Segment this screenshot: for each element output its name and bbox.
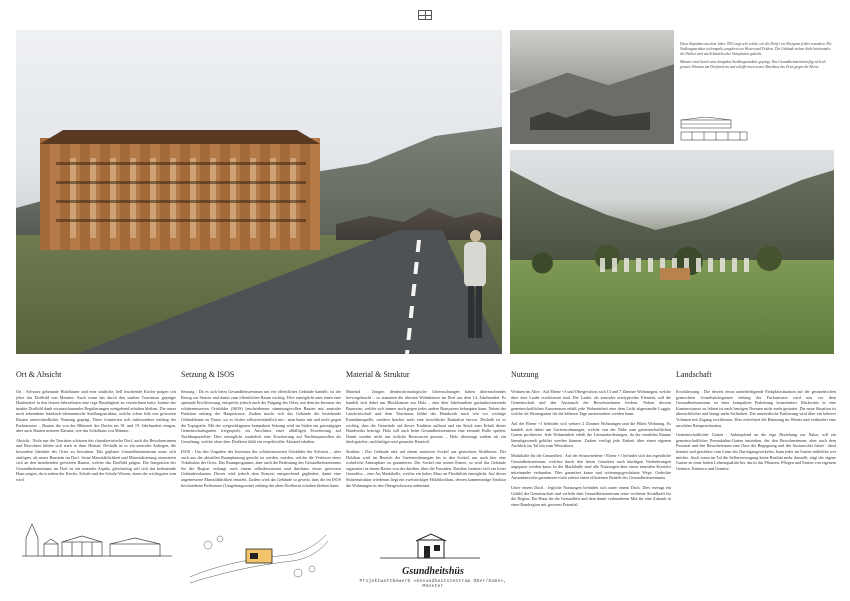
column-title: Ort & Absicht [16,370,62,379]
village-section-sketch [22,520,172,560]
historic-note-p1: Diese Aufnahme aus dem Jahre 1953 zeigt sehr schön, wie die Dörfer im Obergoms früher aussahen. Die Siedlungsstruktur ist kompakt, umgeben von Wiesen und Feldern. Die Gebäude stehen dicht beieinander, die Dächer sind mit Schindeln oder Steinplatten gedeckt. [680,42,832,56]
column-material-struktur [346,370,506,492]
column-paragraph: Markthalle für die Gesundheit : Auf der Strassenebene / Ebene +1 befindet sich das eigentliche Gesundheitszentrum, welches durch den freien Grundriss auch künftigen Veränderungen angepasst werden kann. In der Markthalle sind alle Nutzungen über einen zentralen Korridor miteinander verbunden. Dies garantiert kurze und witterungsgeschützte Wege. Gedeckte Aussenbereiche garantieren nicht zuletzt einen effizienten Betrieb des Gesundheitszentrums. [511,452,671,481]
column-paragraph: Ort : Schwarz gebrannte Holzhäuser und eine stattliche, hell leuchtende Kirche prägen seit jeher das Dorfbild von Münster. Auch wenn das durch den sanften Tourismus geprägte Haufendorf in den letzten Jahrzehnten eine rege Bautätigkeit zu verzeichnen hatte, konnte das intakte Dorfbild dank vorausschauender Regulierungen weitgehend erhalten bleiben. Die unzer noch erkennbare fränkisch-alemannische Siedlungsstruktur, welche schon früh von grösseren Bauten unterschiedlicher Nutzung geprägt, Diese formierten sich insbesondere entlang der Furkastrasse – Bauten die von der Blütezeit des Dorfes im 18. und 19. Jahrhundert zeugen, aber auch Bauten neueren Datums, wie das Schulhaus von Münster. [16,389,176,434]
column-paragraph: Absicht : Nicht nur die Touristen schätzen das charakteristische Dorf, auch die Bewohnerinnen und Bewohner fühlen sich stark in ihrer Heimat. Deshalb ist es ein zentrales Anliegen, die besondere Identität des Ortes zu bewahren. Das geplante Gesundheitszentrum muss sich einfügen, als neuer Baustein im Dorf. Seine Massstäblichkeit und Materialisierung orientieren sich an den bestehenden grösseren Bauten, welche das Dorfbild prägen. Die Integration des Gesundheitszentrums im Dorf ist ein zentraler Aspekt, gleichzeitig soll sich das bedeutende Haus zeigen, da es neben der Kirche, Schule und der Schule-Wissen, einen der wichtigsten sein wird. [16,437,176,482]
column-paragraph: Struktur : Das Gebäude ruht auf einem massiven Sockel aus gestockten Sichtbeton. Der Holzbau wird im Bereich der Gartenwohnungen bis in den Sockel, um auch hier eine wohnliche Atmosphäre zu garantieren. Der Sockel mit seinen Entree, so wird das Gebäude organisiert in einem Raster von der darüber, über die Fassaden. Darüber formiert sich ein freier Grundriss – eine Art Markthalle, welche ein hohes Mass an Flexibilität ermöglicht. Auf dieser Stützenstruktur wiederum liegt ein zweistöckiger Holzblockbau, dessen kammerartige Struktur die Wohnungen in den Obergeschossen aufnimmt. [346,448,506,488]
walking-person [462,230,488,340]
column-ort-absicht [16,370,176,487]
column-landschaft [676,370,836,475]
project-brand [358,566,508,589]
column-paragraph: Unter einem Dach : Jegliche Nutzungen befinden sich unter einem Dach. Dies erzeugt ein Gefühl der Gemeinschaft und verleiht dem Gesundheitszentrum seine verdiente Strahlkraft für die Region. Ein Haus für die Gesundheit und dem damit verbundenen Mut für eine Zukunft in einer Randregion mit grossem Potential. [511,484,671,507]
brand-title: Gsundheitshüs [402,566,464,577]
column-paragraph: Auf der Ebene +1 befinden sich weitere 2 Zimmer Wohnungen und die Pikett Wohnung. Es handelt sich dabei um Gartenwohnungen, welche von der Nähe zum gemeinschaftlichen Garten profitieren. Jede Wohneinheit erhält die Lärmanforderungen, da die sensiblen Räume lärmabgewandt gelüftet werden können. Zudem verfügt jede Einheit über einen eigenen Ausblick ins Tal hin zum Weissthorn. [511,420,671,449]
historic-aerial-photo [510,30,674,144]
column-paragraph: Material : Zeugen dendrochronologische Untersuchungen haben überraschendes hervorgebracht – so stammen die ältesten Wohnhäuser im Dorf aus dem 14. Jahrhundert. Es handelt sich dabei um Blockbauten aus Holz – eine über Jahrhunderte gutfunktionierende Bauweise, welche sich immer noch gegen jedes andere Bausystem behaupten kann. Neben der Landwirtschaft und dem Tourismus bildet das Handwerk nach wie vor wichtige Einnahmequelle, sondern brachte auch eine beachtliche Baukultur hervor. Deshalb ist es wichtig, dass die Gemeinde auf dieser Tradition aufbaut und ein Stück zum Erhalt dieses Handwerks beiträgt. Holz soll auch beim Gesundheitszentrum eine zentrale Rolle spielen. Damit werden nicht nur örtliche Ressourcen genutzt – Holz überzeugt zudem als ein ökologischer, nachhaltiger und gesunder Baustoff. [346,389,506,445]
valley-landscape-render [510,150,834,354]
column-title: Landschaft [676,370,712,379]
historic-note [680,42,832,74]
column-title: Nutzung [511,370,539,379]
elevation-sketch [680,117,752,143]
column-paragraph: Erschliessung : Die derzeit etwas unbefriedigende Parkplatzsituation auf der geometrischen gemischten Grundstücksgrenze entlang der Furkastrasse wird neu vor dem Gesundheitszentrum zu einer kompakten Parkierung konzentriert. Rückwärts in eine Kantonsstrasse zu fahren ist nach heutigen Normen nicht mehr gestattet. Die neue Situation ist übersichtlicher und bringt mehr Sicherheit. Die unterirdische Parkierung wird über ein höheres Volumen mit Zugang erschlossen. Dies erleichtert die Räumung im Winter und verhindert eine unschöne Rampensituation. [676,389,836,428]
plan-grid-icon [418,10,432,20]
brand-subtitle: Projektwettbewerb «Gesundheitszentrum Ober/Goms», Münster [359,579,507,589]
historic-note-p2: Münster wird durch seine kompakte Siedlungsstruktur geprägt. Das Gesundheitszentrum fügt sich als grosses Volumen am Dorfrand ein und schafft einen neuen Abschluss des Ortes gegen die Ebene. [680,60,826,70]
column-title: Material & Struktur [346,370,410,379]
column-paragraph: Setzung : Da es sich beim Gesundheitszentrum um ein öffentliches Gebäude handelt, ist der Bezug zur Strasse und damit zum öffentlichen Raum wichtig. Dies ermöglicht zum einen eine optimale Erschliessung, entspricht jedoch auch der Prägung des Ortes, mit dem im Inventar der schützenswerten Ortsbilder (ISOS) beschriebenen stimmungsvollen Bauten mit zentraler Funktion entlang der Hauptstrasse. Zudem macht sich das Gebäude die bestehende Geländekante zu Nutze, wo es frisher selbstverständlich mit - man baute mit und nicht gegen die Topografie. Mit der vorgeschlagenen kompakten Setzung wird im Süden ein grosszügiger Gemeinschaftsgarten freigespielt, im Anschluss einer allfälligen Erweiterung auf Nachbarparzellen. Dies ermöglicht zusätzlich eine Erweiterung auf Nachbarparzellen als Gestaltung, welche ohne dem Dorfkern fühlt ein respektvoller Abstand erhalten. [181,389,341,445]
column-paragraph: ISOS : Um den Vorgaben des Inventars der schützenswerten Ortsbilder der Schweiz – aber auch aus der aktuellen Raumplanung gerecht zu werden, wurden, welche die Verfasser eines Vokabulars der Ortes. Das Raumprogramm, aber auch die Bedeutung des Gesundheitszentrums für die Region verlangt nach einem selbstbewussten und durchaus etwas grösseren Gebäudevolumen. Dieses wird jedoch dem Kontext entsprechend gegliedert, damit eine angemessene Massstäblichkeit entsteht. Zudem wird das Gebäude so gesetzt, dass die im ISOS beschriebene Pufferzone (Umgebungszone) entlang des alten Dorfkerns erhalten bleiben kann. [181,448,341,488]
column-paragraph: Gemeinschaftlicher Garten : Anknüpfend an die rege Beziehung zur Natur, soll ein gemeinschaftlicher Permakultur-Garten entstehen, der den Bewohnerinnen, aber auch dem Personal und den Besucherinnen eine Oase der Begegnung und des Austausches bietet - ideal benutzt und geschützt vom Lärm des Durchgangsverkehrs, kann jeder im Garten mithelfen wer möchte. Auch wenn im Tal die Selbstversorgung keine Realität mehr darstellt, trägt der eigene Garten zu einer hohen Lebensqualität bei, durch das Pflanzen, Pflegen und Ernten von eigenem Gemüse, Kräutern und Gemüse. [676,432,836,471]
street-render-image [16,30,502,354]
building-roof [34,130,326,144]
building-windows [56,158,306,238]
column-setzung-isos [181,370,341,492]
site-plan-sketch [188,525,328,585]
building-logo [380,532,480,562]
column-title: Setzung & ISOS [181,370,235,379]
new-building-marker [660,268,690,280]
column-nutzung [511,370,671,511]
column-paragraph: Wohnen im Alter : Auf Ebene +3 und Obergeschoss sich 13 und 7 Zimmer Wohnungen, welche über eine Laube erschlossen sind. Die Laube, als zentrales ortstypisches Element, soll die Gemeinschaft und den Austausch der Bewohnerinnen fördern. Neben diesem gemeinschaftlichen Aussenraum erhält jede Wohneinheit eine dem Licht abgewandte Loggia, welche als Wintergarten für die kälteren Tage ausformuliert werden kann. [511,389,671,417]
